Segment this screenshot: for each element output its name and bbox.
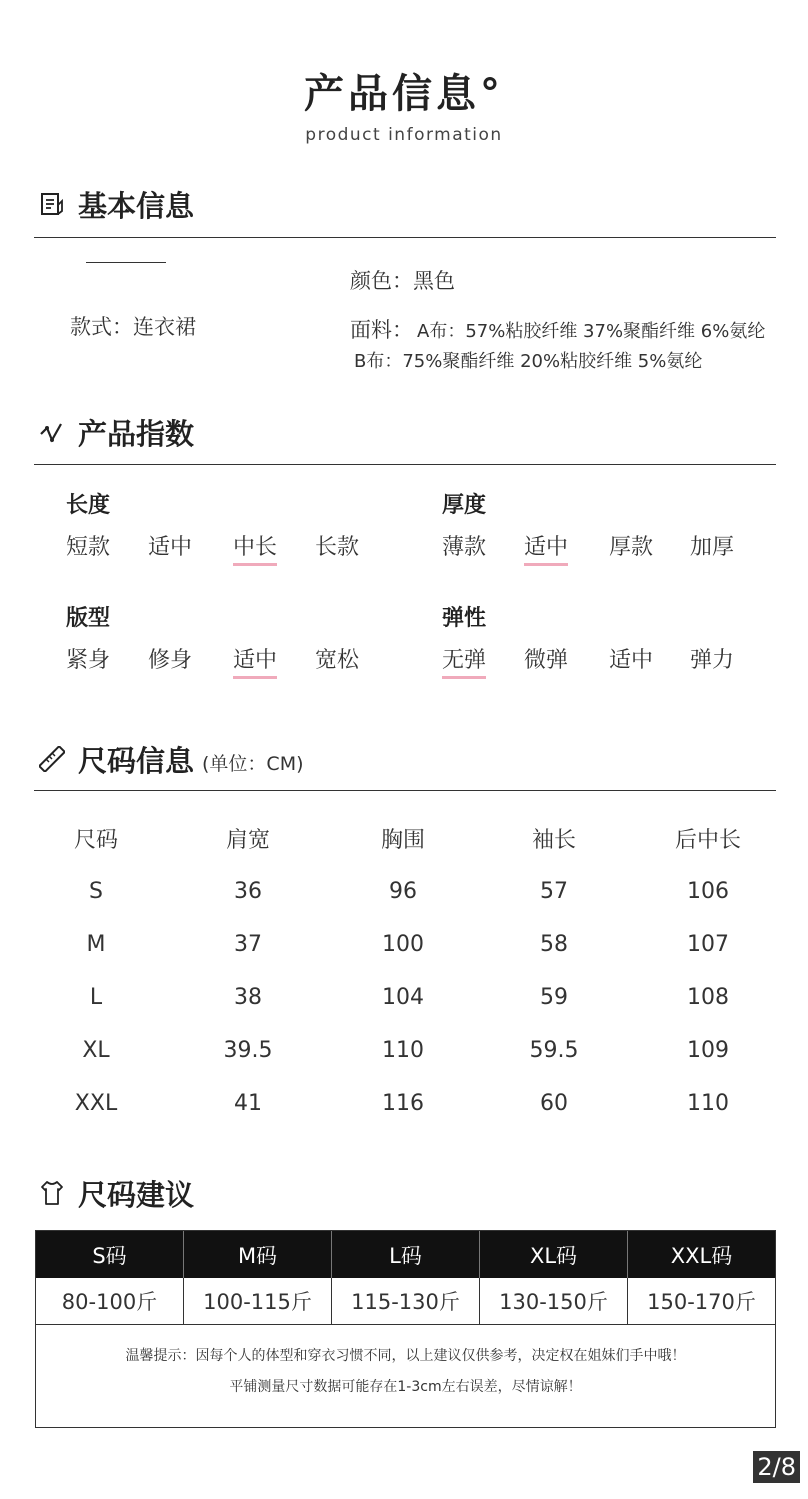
length-option-medium: 适中 bbox=[148, 535, 193, 560]
size-recommend-table bbox=[35, 1230, 776, 1428]
recommend-note bbox=[36, 1325, 775, 1403]
table-cell: 36 bbox=[234, 879, 262, 904]
table-cell: 41 bbox=[234, 1091, 262, 1116]
table-cell: 100 bbox=[382, 932, 424, 957]
column-header: 后中长 bbox=[674, 828, 741, 853]
recommend-weight: 115-130斤 bbox=[332, 1278, 480, 1324]
fabric-label: 面料： bbox=[350, 318, 413, 342]
fit-option-tight: 紧身 bbox=[66, 648, 111, 673]
size-recommend-heading bbox=[38, 1173, 194, 1213]
elasticity-option-stretch: 弹力 bbox=[690, 648, 735, 673]
recommend-weight: 130-150斤 bbox=[480, 1278, 628, 1324]
table-cell: 58 bbox=[540, 932, 568, 957]
product-index-heading bbox=[38, 412, 194, 452]
recommend-header-row bbox=[36, 1231, 775, 1278]
table-cell: 59 bbox=[540, 985, 568, 1010]
table-cell: 110 bbox=[687, 1091, 729, 1116]
size-unit: (单位：CM) bbox=[202, 752, 304, 775]
short-divider bbox=[86, 262, 166, 263]
fit-option-slim: 修身 bbox=[148, 648, 193, 673]
size-recommend-title: 尺码建议 bbox=[78, 1177, 195, 1212]
column-header: 尺码 bbox=[73, 828, 118, 853]
table-cell: XXL bbox=[74, 1091, 118, 1116]
size-table-header bbox=[34, 812, 776, 865]
table-row bbox=[34, 1077, 776, 1130]
recommend-weight: 80-100斤 bbox=[36, 1278, 184, 1324]
color-value: 黑色 bbox=[413, 269, 455, 293]
divider bbox=[34, 237, 776, 238]
length-option-midi-selected: 中长 bbox=[233, 530, 277, 566]
page-title: 产品信息° bbox=[304, 71, 504, 117]
thickness-option-extra-thick: 加厚 bbox=[690, 535, 735, 560]
trend-line-icon bbox=[38, 418, 66, 446]
fabric-a: A布：57%粘胶纤维 37%聚酯纤维 6%氨纶 bbox=[417, 321, 766, 342]
table-row bbox=[34, 918, 776, 971]
fabric-b: B布：75%聚酯纤维 20%粘胶纤维 5%氨纶 bbox=[354, 351, 703, 372]
column-header: 肩宽 bbox=[225, 828, 270, 853]
divider bbox=[34, 790, 776, 791]
table-cell: 37 bbox=[234, 932, 262, 957]
page-indicator: 2/8 bbox=[753, 1451, 800, 1483]
fabric-field bbox=[350, 314, 765, 344]
fit-option-loose: 宽松 bbox=[315, 648, 360, 673]
size-table bbox=[34, 812, 776, 1130]
elasticity-option-none-selected: 无弹 bbox=[442, 643, 486, 679]
table-row bbox=[34, 865, 776, 918]
recommend-size: XXL码 bbox=[670, 1243, 733, 1268]
thickness-option-thin: 薄款 bbox=[442, 535, 487, 560]
table-row bbox=[34, 1024, 776, 1077]
table-cell: 57 bbox=[540, 879, 568, 904]
thickness-option-thick: 厚款 bbox=[609, 535, 654, 560]
table-cell: 104 bbox=[382, 985, 424, 1010]
table-cell: M bbox=[86, 932, 106, 957]
table-cell: 60 bbox=[540, 1091, 568, 1116]
recommend-size: XL码 bbox=[480, 1231, 628, 1278]
table-cell: 38 bbox=[234, 985, 262, 1010]
note-line-1: 温馨提示：因每个人的体型和穿衣习惯不同，以上建议仅供参考，决定权在姐妹们手中哦！ bbox=[125, 1348, 686, 1364]
color-label: 颜色： bbox=[350, 269, 413, 293]
fit-label: 版型 bbox=[66, 606, 111, 631]
table-cell: 109 bbox=[687, 1038, 729, 1063]
recommend-size: M码 bbox=[184, 1231, 332, 1278]
elasticity-option-medium: 适中 bbox=[609, 648, 654, 673]
size-info-heading bbox=[38, 739, 304, 779]
table-cell: 116 bbox=[382, 1091, 424, 1116]
thickness-label: 厚度 bbox=[442, 493, 487, 518]
recommend-weight: 100-115斤 bbox=[184, 1278, 332, 1324]
elasticity-label: 弹性 bbox=[442, 606, 487, 631]
basic-info-title: 基本信息 bbox=[78, 188, 195, 223]
recommend-weight-row bbox=[36, 1278, 775, 1325]
table-cell: 108 bbox=[687, 985, 729, 1010]
thickness-option-medium-selected: 适中 bbox=[524, 530, 568, 566]
shirt-icon bbox=[38, 1179, 66, 1207]
table-cell: L bbox=[89, 985, 103, 1010]
column-header: 袖长 bbox=[531, 828, 576, 853]
table-cell: S bbox=[89, 879, 103, 904]
recommend-size: S码 bbox=[36, 1231, 184, 1278]
table-row bbox=[34, 971, 776, 1024]
fit-option-regular-selected: 适中 bbox=[233, 643, 277, 679]
size-info-title: 尺码信息 bbox=[78, 743, 195, 778]
color-field bbox=[350, 265, 455, 295]
basic-info-heading bbox=[38, 184, 194, 224]
clipboard-icon bbox=[38, 190, 66, 218]
elasticity-option-slight: 微弹 bbox=[524, 648, 569, 673]
style-value: 连衣裙 bbox=[133, 315, 196, 339]
length-label: 长度 bbox=[66, 493, 111, 518]
style-label: 款式： bbox=[70, 315, 133, 339]
length-option-short: 短款 bbox=[66, 535, 111, 560]
table-cell: 110 bbox=[382, 1038, 424, 1063]
style-field bbox=[70, 311, 196, 341]
divider bbox=[34, 464, 776, 465]
page-subtitle: product information bbox=[305, 125, 503, 145]
table-cell: 106 bbox=[687, 879, 729, 904]
table-cell: 39.5 bbox=[223, 1038, 273, 1063]
recommend-size: L码 bbox=[332, 1231, 480, 1278]
ruler-icon bbox=[38, 745, 66, 773]
table-cell: 96 bbox=[389, 879, 417, 904]
table-cell: 59.5 bbox=[529, 1038, 579, 1063]
note-line-2: 平铺测量尺寸数据可能存在1-3cm左右误差，尽情谅解！ bbox=[229, 1379, 582, 1395]
column-header: 胸围 bbox=[380, 828, 425, 853]
length-option-long: 长款 bbox=[315, 535, 360, 560]
product-index-title: 产品指数 bbox=[78, 416, 195, 451]
recommend-weight: 150-170斤 bbox=[647, 1290, 756, 1314]
table-cell: 107 bbox=[687, 932, 729, 957]
table-cell: XL bbox=[82, 1038, 110, 1063]
